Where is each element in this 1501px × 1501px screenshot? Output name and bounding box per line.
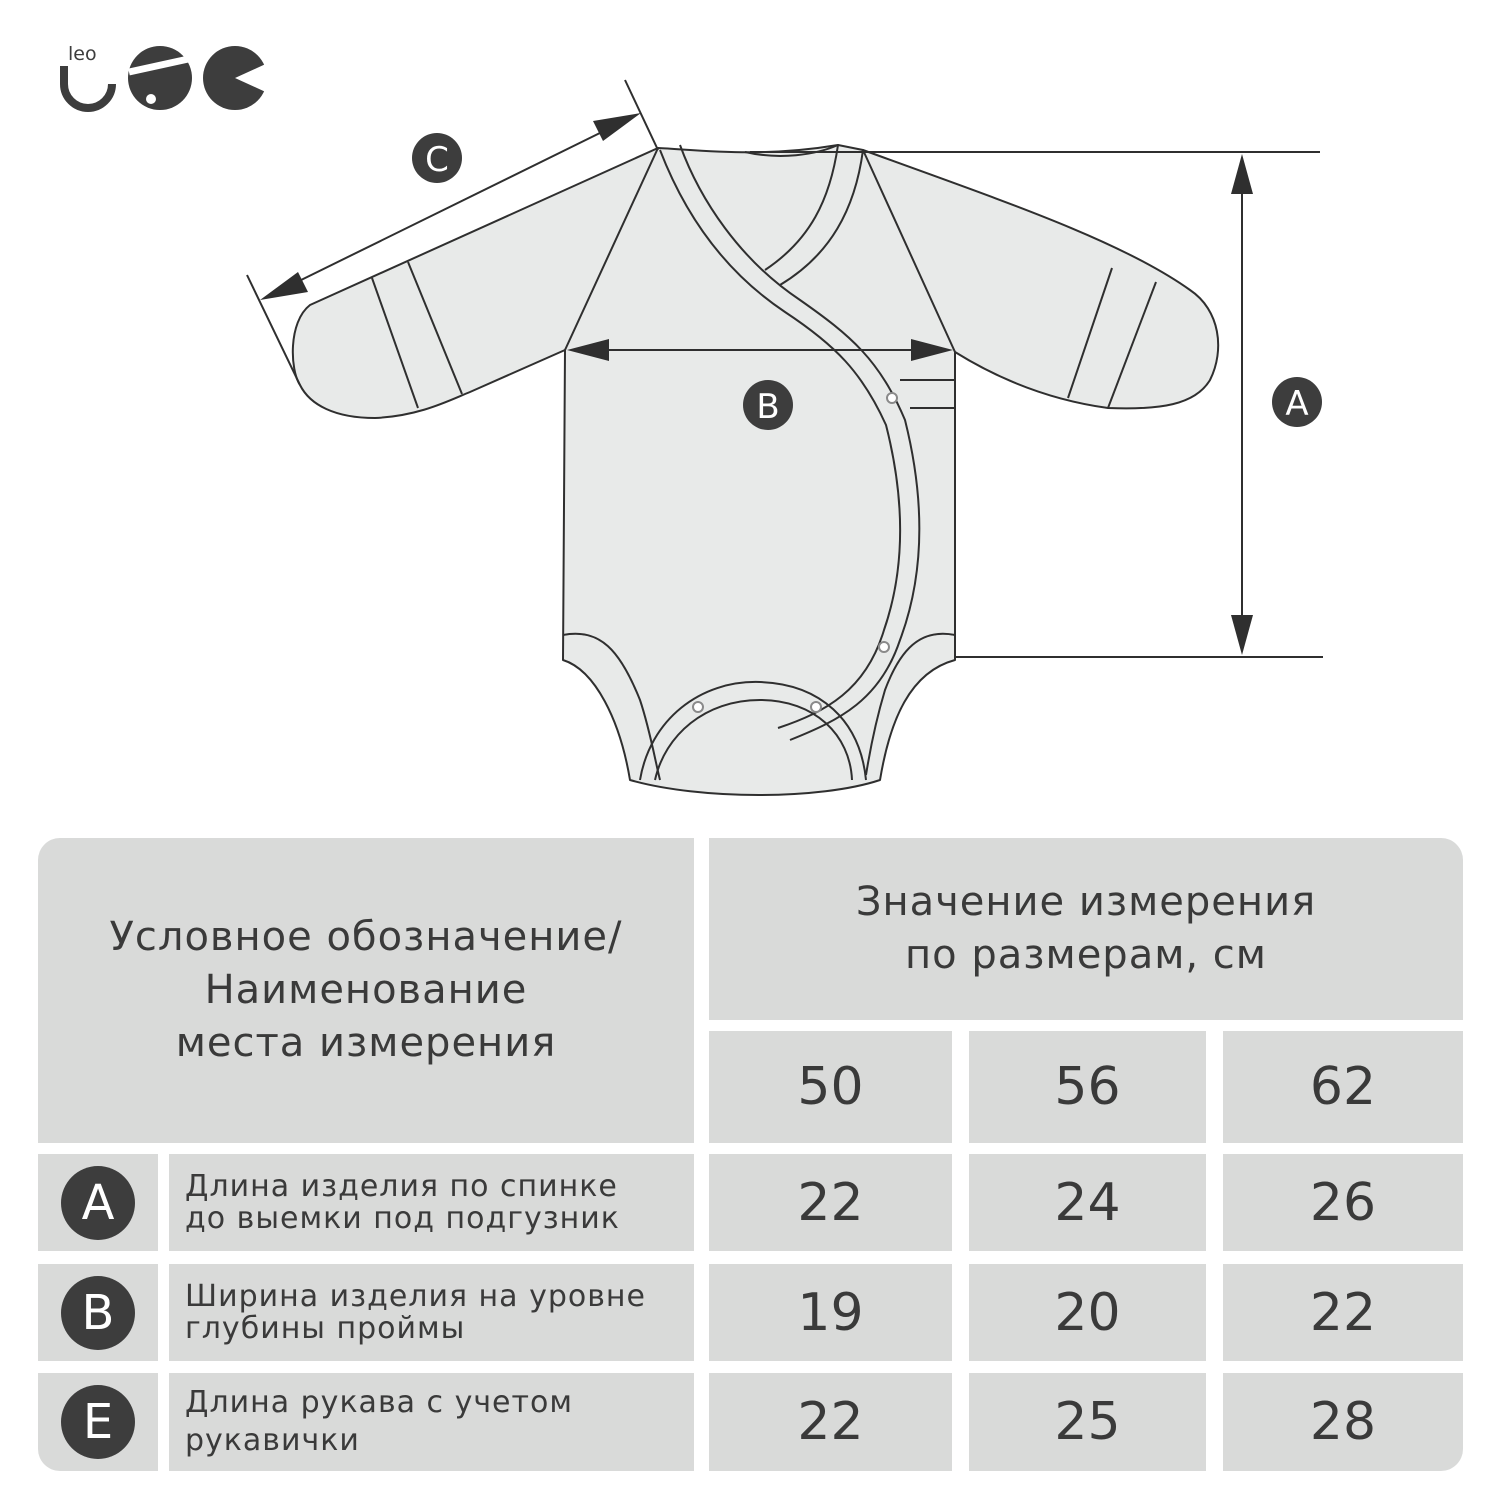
row-e-value-56 (969, 1373, 1206, 1471)
logo-dot (146, 94, 156, 104)
header-values-text (856, 876, 1316, 982)
row-e-desc-line-1: Длина рукава с учетом (185, 1385, 573, 1420)
row-e-badge-cell (38, 1373, 158, 1471)
header-designation-text (110, 911, 623, 1070)
header-values-line-2: по размерам, см (905, 932, 1267, 978)
dim-c-arrow-right (593, 113, 641, 141)
value-text: 24 (1054, 1172, 1121, 1233)
row-b-desc (185, 1278, 646, 1346)
snap-2 (879, 642, 889, 652)
logo-l-shape (64, 66, 112, 108)
value-text: 19 (797, 1282, 864, 1343)
brand-logo-small-text: leo (68, 43, 97, 65)
bodysuit-drawing (293, 145, 1218, 795)
row-a-badge-cell (38, 1154, 158, 1251)
row-a-desc (185, 1168, 620, 1236)
logo-e-circle (128, 46, 192, 110)
header-values-line-1: Значение измерения (855, 879, 1317, 925)
value-text: 22 (1309, 1282, 1377, 1343)
dim-b-label: B (756, 387, 780, 427)
header-values-cell (709, 838, 1463, 1020)
value-text: 25 (1054, 1392, 1121, 1452)
value-text: 28 (1309, 1392, 1377, 1452)
row-a-value-50 (709, 1154, 952, 1251)
value-text: 22 (797, 1172, 864, 1233)
row-a-value-62 (1223, 1154, 1463, 1251)
snap-1 (887, 393, 897, 403)
dim-b-badge (743, 380, 793, 430)
header-designation-cell (38, 838, 694, 1143)
snap-4 (811, 702, 821, 712)
row-b-badge-cell (38, 1264, 158, 1361)
row-a-desc-cell (169, 1154, 694, 1251)
row-a-badge: A (61, 1166, 135, 1240)
value-text: 22 (797, 1392, 864, 1452)
row-b-desc-cell (169, 1264, 694, 1361)
row-b-value-56 (969, 1264, 1206, 1361)
size-62-cell (1223, 1031, 1463, 1143)
dim-a-badge (1272, 377, 1322, 427)
row-b-desc-line-2: глубины проймы (185, 1310, 466, 1346)
dim-c-badge (412, 133, 462, 183)
dim-a-label: A (1285, 384, 1309, 424)
row-b-badge: B (61, 1276, 135, 1350)
size-56-cell (969, 1031, 1206, 1143)
row-e-badge: E (61, 1385, 135, 1459)
size-label: 62 (1309, 1057, 1377, 1117)
row-b-value-62 (1223, 1264, 1463, 1361)
row-a-desc-line-2: до выемки под подгузник (185, 1200, 620, 1236)
size-label: 56 (1054, 1057, 1121, 1117)
size-label: 50 (797, 1057, 864, 1117)
header-designation-line-1: Условное обозначение/ (109, 914, 623, 960)
value-text: 26 (1309, 1172, 1377, 1233)
row-e-desc-cell (169, 1373, 694, 1471)
row-b-desc-line-1: Ширина изделия на уровне (185, 1278, 646, 1314)
row-e-desc (185, 1384, 573, 1460)
row-e-value-62 (1223, 1373, 1463, 1471)
header-designation-line-2: Наименование (204, 967, 528, 1013)
brand-logo (64, 43, 270, 110)
dim-a-arrow-bottom (1231, 615, 1253, 655)
snap-3 (693, 702, 703, 712)
dim-a-arrow-top (1231, 154, 1253, 194)
header-designation-line-3: места измерения (175, 1020, 557, 1066)
dim-c-label: C (425, 140, 449, 180)
dim-c-arrow-left (260, 272, 308, 300)
size-50-cell (709, 1031, 952, 1143)
row-e-desc-line-2: рукавички (185, 1423, 360, 1458)
row-e-value-50 (709, 1373, 952, 1471)
row-b-value-50 (709, 1264, 952, 1361)
row-a-value-56 (969, 1154, 1206, 1251)
value-text: 20 (1054, 1282, 1121, 1343)
row-a-desc-line-1: Длина изделия по спинке (185, 1168, 618, 1204)
